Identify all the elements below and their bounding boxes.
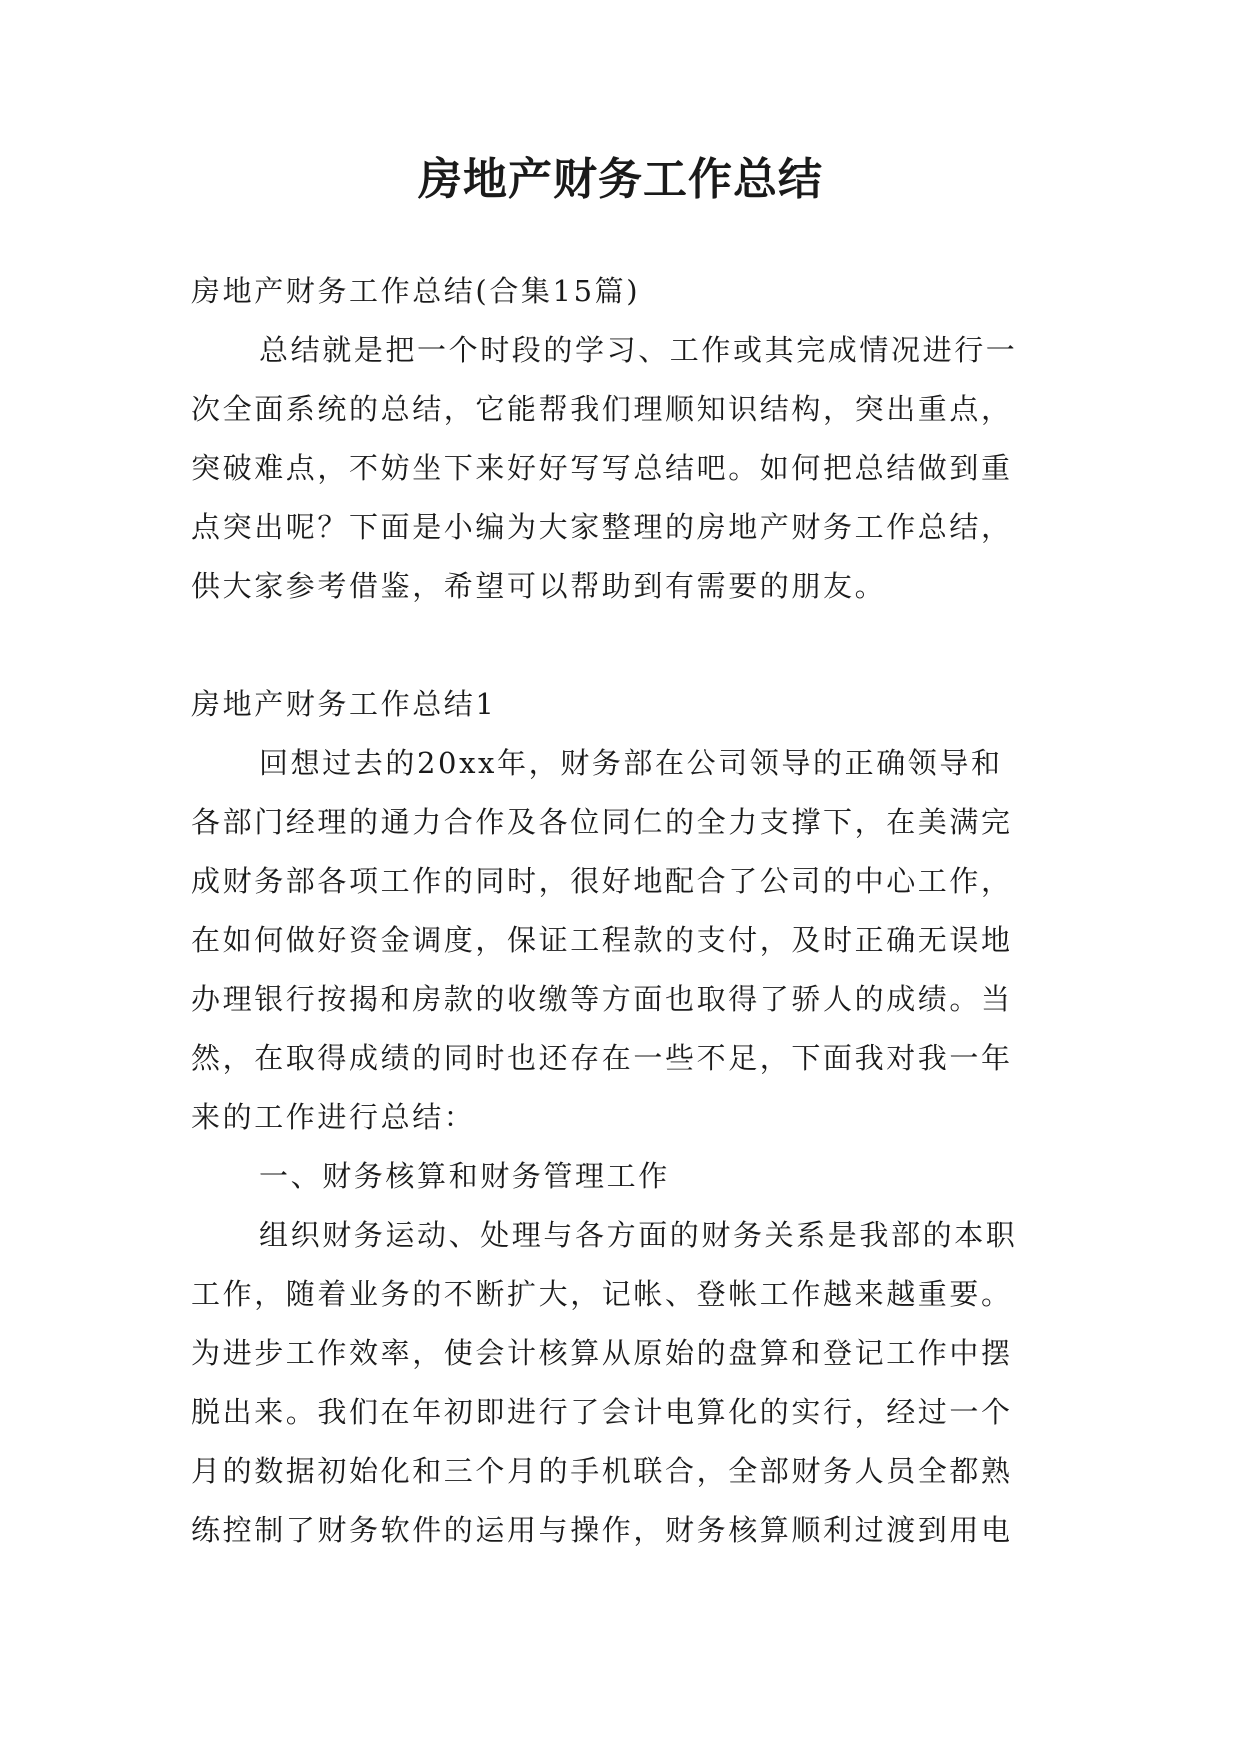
paragraph-line: 来的工作进行总结： [191,1100,476,1134]
paragraph-line: 突破难点，不妨坐下来好好写写总结吧。如何把总结做到重 [191,451,1013,485]
paragraph-line: 回想过去的20xx年，财务部在公司领导的正确领导和 [259,746,1003,780]
section1-paragraph-1 [191,734,1071,1147]
document-body [191,262,1071,1560]
document-title: 房地产财务工作总结 [418,154,823,205]
paragraph-line: 各部门经理的通力合作及各位同仁的全力支撑下，在美满完 [191,805,1013,839]
section-heading: 房地产财务工作总结1 [191,687,497,721]
paragraph-line: 组织财务运动、处理与各方面的财务关系是我部的本职 [259,1218,1018,1252]
paragraph-line: 为进步工作效率，使会计核算从原始的盘算和登记工作中摆 [191,1336,1013,1370]
paragraph-line: 点突出呢？下面是小编为大家整理的房地产财务工作总结， [191,510,1013,544]
paragraph-line: 脱出来。我们在年初即进行了会计电算化的实行，经过一个 [191,1395,1013,1429]
section-spacer [191,616,1071,675]
paragraph-line: 练控制了财务软件的运用与操作，财务核算顺利过渡到用电 [191,1513,1013,1547]
paragraph-line: 工作，随着业务的不断扩大，记帐、登帐工作越来越重要。 [191,1277,1013,1311]
paragraph-line: 供大家参考借鉴，希望可以帮助到有需要的朋友。 [191,569,887,603]
paragraph-line: 月的数据初始化和三个月的手机联合，全部财务人员全都熟 [191,1454,1013,1488]
paragraph-line: 在如何做好资金调度，保证工程款的支付，及时正确无误地 [191,923,1013,957]
paragraph-line: 次全面系统的总结，它能帮我们理顺知识结构，突出重点， [191,392,1013,426]
collection-heading: 房地产财务工作总结(合集15篇) [191,274,641,308]
paragraph-line: 成财务部各项工作的同时，很好地配合了公司的中心工作， [191,864,1013,898]
intro-paragraph [191,321,1071,616]
paragraph-line: 然，在取得成绩的同时也还存在一些不足，下面我对我一年 [191,1041,1013,1075]
section1-paragraph-2 [191,1206,1071,1560]
paragraph-line: 办理银行按揭和房款的收缴等方面也取得了骄人的成绩。当 [191,982,1013,1016]
subheading: 一、财务核算和财务管理工作 [259,1159,670,1193]
paragraph-line: 总结就是把一个时段的学习、工作或其完成情况进行一 [259,333,1018,367]
